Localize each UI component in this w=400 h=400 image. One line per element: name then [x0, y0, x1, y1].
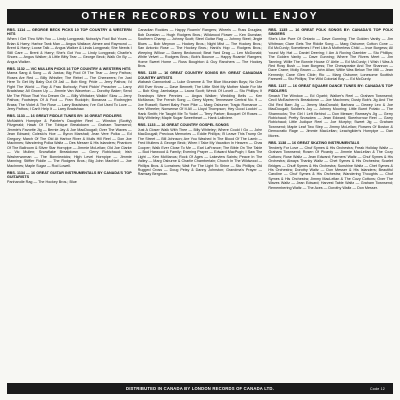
- album-tracklist: McNabb's Hornpipe & Painter's Daughter Reel — Winston (Scotty) Fitzgerald; Hawk Of The Tobique Breakdown — Graham Townsend; Jimmie's Favorite Jig — Bernie Jay & Joe MacDougall; Over The Waves — Jean Edward; Coleslo's Hoe — Byron Marshall; Jean Vere Polka — Ed Gregory; March Of The Old At Harbor River & Mulls Hill Reel — Don Joe MacInnes; Wandering Polka Waltz — Des Messer & His Islanders; Phantom Of The Ballroom & Silver Star Hornpipe — Jimmie McLellan; Old Joe Clarke — Vic Mullen; Snowflake Breakdown — Gerry Robichaud; Irish Washerwoman — The Bonniewicks; High Level Hornpipe — Jimmie Manning; Stiffler Fiddle — The Rodgers Bros.; Big John MacNeil — Joe MacInnes; Maple Sugar — Rod Lowell.: [7, 118, 132, 168]
- album-title: RBS. 1134 — 16 GREAT GUITAR INSTRUMENTALS BY CANADA'S TOP GUITARISTS: [7, 170, 132, 179]
- catalog-code: Code 12: [370, 386, 385, 391]
- album-tracklist: She's Like Pure Of Ontario — Dave Gunning; The Golden Vanity — Jim Whitman; Clare Gets The Riddle Song — Marg Osburne; Cotton Cone — Ed McCurdy; Sometimes I Feel Like A Motherless Child — Ince Burgess; All 'round My Hat — Daniel Deering; I Am A Roving Gambler — Stu Phillips; The Golden Vanity — Dave Gunning; Where The Rivers Meet — Jim Tanning; Willie The Bonnie House O' Airlie — Ed McCurdy; I Wish I Was A Red Rosy Bush — Ivan Burgess; The Chesapeake And The Shannon — Dave Crane; Molly Brown — John Allan; Willie Was Below The Mill — Jean Kennedy; Cane Glen Clide; Rio — Marg Osburne; Lonesome Scottish Farewell — Stu Phillips; The Wild Colonial Boy — Ed McCurdy.: [268, 37, 394, 82]
- header-banner: [7, 9, 393, 24]
- footer-banner: [7, 383, 393, 394]
- distributor-text: DISTRIBUTED IN CANADA BY LONDON RECORDS OF CANADA LTD.: [125, 386, 275, 391]
- album-title: RBS. 1138 — 16 GREAT SKATING INSTRUMENTALS: [268, 140, 360, 145]
- album-tracklist: Wabash Cannonball — Luke Gramme & The Blue Mountain Boys; No One Will Ever Know — Dave Bennett; The Little Shirt My Mother Made For Me — Bob King; Jambalaya — Laura Scott; Wreck Of Lovelt — Stu Phillips; If Teardrops Were Pennies — Angus Walker; Wedding Bells — Ken McManus; The French Song — Gerry Myers; Tennessee Central No. 9 — Joe Russell; Sweet Baby From Pike — Marg Osburne; Tragic Romance — Ken Wheeler; Nonsense Of It All — Lloyd Thompson; Hey Good Lookin' — Hank Smith; He Taught Me To Yodel — Terry Parker; Bouquet Of Roses — Billy Whiteley; Maple Sugar Sweetheart — Hank Lalliviere.: [137, 80, 263, 120]
- album-tracklist: Smash The Window — Ed Oyarbi; Walker's Reel — Graham Townsend; Cecil McEachern's Breakdown — Joe MacInnes; Dusty Bob's Jig And The Old Red Barn Jig — Jimmy MacDonald; Barbara — Dewey Leo & Joe MacDougall; Soldier's Joy — Johnny Mooring; Little Burnt Potato — The Shamrocks; The Girl I Left Behind — Don Messer; Ramsey's Jig — Gerry Robichaud; Pretty Snowdew — Jean Edward; Skeehorrow Reel — Garry Robichaud; Little Judique Reel — Joe Murphy; Sweet Jig — Graham Townsend; Maple Leaf Two Step — Jimmy McLellan; Flowers Of Boston & Democratic Rage — Jimmie MacLellan; Leachglider's Hornpipe — Dan Mores.: [268, 93, 394, 138]
- header-title: OTHER RECORDS YOU WILL ENJOY: [81, 11, 319, 22]
- album-tracklist: Panhandle Rag — The Hockey Bros.; Blue: [7, 179, 77, 184]
- album-title: RBS. 1132 — VIC MULLEN PICKS 16 TOP COUNTRY & WESTERN HITS: [7, 66, 131, 71]
- catalog-column-1: [7, 28, 132, 378]
- album-tracklist: Just A Closer Walk With Thee — Billy Whiteley; Where Could I Go — John MacDougall; Precious Memories — Eddie Phillips; I'll Leave This Trump On The Street — Bill Johnson; Are You Washed In The Blood Of The Lamb — Fred Mullens & George Beck; When I Take My Vacation In Heaven — Chas Cooper; Walk Ever Close To Me — Earl LaFrance; The Bible On The Table — Bud Harwood & Family; Evening Prayer — Edward MacPugh; I Saw The Light — Ken McManus; Rock Of Ages — Lakeview Saints; Peace In The Valley — Marg Osburne & Charlie Chamberlain; Church In The Wildwood — Phillips Bros. & Lorraines; Wait For The Light To Shine — Stu Phillips; Old Rugged Cross — Doug Pelsy & Danny Johnston; Grandma's Prayer — Ramsay Bergman.: [137, 127, 263, 177]
- album-title: RBS. 1135 — 16 GREAT FOLK SONGS BY: CANADA'S TOP FOLK SINGERS: [268, 28, 394, 37]
- album-title: RBS. 1135 — 16 GREAT COUNTRY SONGS BY: GREAT CANADIAN COUNTRY ARTISTS: [137, 71, 263, 80]
- album-tracklist: Tenderly For Love — Chuf Symes & His Orchestra; Freak Holiday Waltz — Graham Townsend; Rosen Of Picardy — Jimmie MacLellan & The Cozy Cottons; Rose Waltz — Jean Edward; Farmers' Waltz — Chuf Symes & His Orchestra; Always Thanky Waltz — Chet Symes & His Orchestra; Scarlet Bridges — Chuff Symes & His Orchestra; Sunshine Waltz — Chet Symes & His Orchestra; Dorothy Waltz — Don Messer & His Islanders; Beautiful Caroline — Chuf Symes & His Orchestra; Wandering Thoughts — Chuf Symes & His Orchestra; Jimmy MacLellan & The Cozy Cottons; Over The Waves Waltz — Jean Edward; Harvest Table Waltz — Graham Townsend; Remembering Waltz — The Aces — Dorothy Waltz — Don Messer.: [268, 145, 394, 190]
- album-title: RBS. 1133 — 16 GREAT COUNTRY GOSPEL SONGS: [137, 123, 229, 128]
- album-title: RBS. 1137 — 16 GREAT SQUARE DANCE TUNES BY: CANADA'S TOP FIDDLERS: [268, 84, 394, 93]
- catalog-column-3: [268, 28, 393, 378]
- catalog-column-2: [138, 28, 263, 378]
- album-title: RBS. 1114 — GEORGE BECK PICKS 10 TOP COUNTRY & WESTERN HITS: [7, 28, 132, 37]
- album-tracklist: When I Get Thru With You — Lindy Longpeak; Nobody's Fool But Yours — Brian & Harry; Harbor Tank Man — Angus Wallace; Aimee and Raymond — Brent & Harry; Loose Talk — Angus Walker & Linda Longpeak; She Needs I Still Care — Brent & Harry; She's Got You — Lindy Longpeak; Charlie's Shoes — Angus Walker; A Little Bitty Tear — George Beck; Walk On By — Angus Walker.: [7, 37, 132, 64]
- album-tracklist: Canadian Rockies — Happy Roamin' Rangers; Wheels — Russ Douglas; Bob Dunstan — Hugh Rodgers Bros.; Wildwood Flower — Ken Dunstan; Southern Champ — Johnny Scott; Steel Guitar Rag — Johnny Steel; Jingle Blues — Bob Meynon — Hockey Bros.; Night Mist — The Hockey Bros.; San Antonio Rose — The Hockey Bros.; Hank's Hop — Rodgers Bros.; Weeping Willow — Danny Beckwood; Beat Yard Drag — Len McDonald; White Velvet — Rodgers Bros.; Bob's Bounce — Happy Roamin' Rangers; Home Sweet Home — Russ Boughton & Guy Ranchers — The Hockey Bros.: [137, 28, 263, 69]
- catalog-columns: [7, 28, 393, 378]
- album-tracklist: Mama Sang A Song — Al Justus; Big Pool Of The Tear — Jerry Pathos; Roses Are Red — Billy Whistler; The Rebel — The Cheezeers; I'm Just Here To Get My Baby Out Of Jail — Bob King; Pride — Jerry Pathos; I'd Fight The World — Ray & Frau Burbody; Point Pickin' Preacher — Larry Bradshaw; All Grown Up — Jimmie Van Waverton — Dorothy Baker; Send Me The Pillow That You Dream On — Billy Whitaker; Walkin' Slow — Jerry Pathos; Footsteps Of A Fool — Fran Rudolph; Bonanza — Rodnnyjen Brass; The Violet & The Rose — Larry Bradshaw; I've Got Used To Love — Jerry Pathos; I Can't Help It — Larry Bradshaw.: [7, 71, 132, 112]
- album-title: RBS. 1133 — 16 GREAT FIDDLE TUNES BY: 16 GREAT FIDDLERS: [7, 114, 122, 119]
